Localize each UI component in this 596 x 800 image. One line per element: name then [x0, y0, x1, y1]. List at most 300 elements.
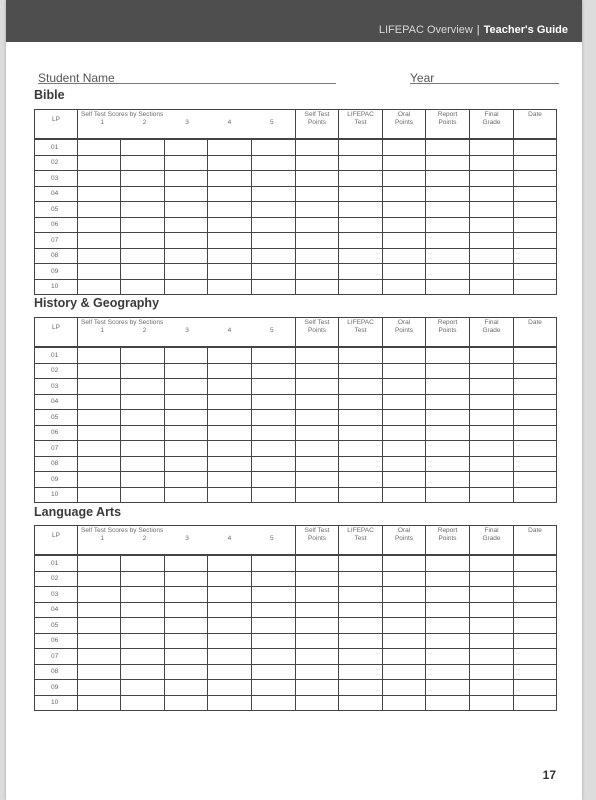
section-score-cell[interactable] [252, 379, 296, 395]
section-score-cell[interactable] [121, 680, 165, 696]
section-score-cell[interactable] [121, 155, 165, 171]
date-cell[interactable] [514, 347, 557, 363]
final-grade-cell[interactable] [470, 472, 514, 488]
self-test-points-cell[interactable] [296, 472, 339, 488]
section-score-cell[interactable] [208, 664, 252, 680]
lifepac-test-cell[interactable] [339, 695, 383, 711]
section-score-cell[interactable] [208, 555, 252, 571]
final-grade-cell[interactable] [470, 202, 514, 218]
date-cell[interactable] [514, 664, 557, 680]
final-grade-cell[interactable] [470, 379, 514, 395]
section-score-cell[interactable] [121, 347, 165, 363]
oral-points-cell[interactable] [383, 571, 426, 587]
section-score-cell[interactable] [208, 456, 252, 472]
final-grade-cell[interactable] [470, 695, 514, 711]
section-score-cell[interactable] [78, 695, 121, 711]
oral-points-cell[interactable] [383, 587, 426, 603]
section-score-cell[interactable] [121, 487, 165, 503]
section-score-cell[interactable] [78, 379, 121, 395]
section-score-cell[interactable] [252, 555, 296, 571]
oral-points-cell[interactable] [383, 233, 426, 249]
self-test-points-cell[interactable] [296, 363, 339, 379]
date-cell[interactable] [514, 379, 557, 395]
report-points-cell[interactable] [426, 487, 470, 503]
section-score-cell[interactable] [121, 664, 165, 680]
lifepac-test-cell[interactable] [339, 171, 383, 187]
oral-points-cell[interactable] [383, 139, 426, 155]
section-score-cell[interactable] [208, 233, 252, 249]
section-score-cell[interactable] [121, 264, 165, 280]
date-cell[interactable] [514, 602, 557, 618]
lifepac-test-cell[interactable] [339, 680, 383, 696]
lifepac-test-cell[interactable] [339, 347, 383, 363]
report-points-cell[interactable] [426, 456, 470, 472]
section-score-cell[interactable] [252, 472, 296, 488]
report-points-cell[interactable] [426, 695, 470, 711]
self-test-points-cell[interactable] [296, 279, 339, 295]
report-points-cell[interactable] [426, 155, 470, 171]
section-score-cell[interactable] [121, 139, 165, 155]
section-score-cell[interactable] [121, 571, 165, 587]
date-cell[interactable] [514, 618, 557, 634]
section-score-cell[interactable] [208, 394, 252, 410]
oral-points-cell[interactable] [383, 202, 426, 218]
self-test-points-cell[interactable] [296, 456, 339, 472]
section-score-cell[interactable] [78, 347, 121, 363]
self-test-points-cell[interactable] [296, 441, 339, 457]
date-cell[interactable] [514, 264, 557, 280]
section-score-cell[interactable] [78, 155, 121, 171]
section-score-cell[interactable] [252, 649, 296, 665]
section-score-cell[interactable] [165, 425, 208, 441]
self-test-points-cell[interactable] [296, 649, 339, 665]
date-cell[interactable] [514, 410, 557, 426]
final-grade-cell[interactable] [470, 217, 514, 233]
self-test-points-cell[interactable] [296, 487, 339, 503]
lifepac-test-cell[interactable] [339, 571, 383, 587]
date-cell[interactable] [514, 633, 557, 649]
section-score-cell[interactable] [165, 602, 208, 618]
oral-points-cell[interactable] [383, 680, 426, 696]
date-cell[interactable] [514, 555, 557, 571]
section-score-cell[interactable] [252, 186, 296, 202]
oral-points-cell[interactable] [383, 472, 426, 488]
section-score-cell[interactable] [252, 425, 296, 441]
section-score-cell[interactable] [78, 186, 121, 202]
section-score-cell[interactable] [165, 363, 208, 379]
student-name-field[interactable] [38, 83, 336, 84]
report-points-cell[interactable] [426, 248, 470, 264]
report-points-cell[interactable] [426, 394, 470, 410]
section-score-cell[interactable] [165, 633, 208, 649]
self-test-points-cell[interactable] [296, 202, 339, 218]
report-points-cell[interactable] [426, 202, 470, 218]
lifepac-test-cell[interactable] [339, 186, 383, 202]
section-score-cell[interactable] [208, 186, 252, 202]
section-score-cell[interactable] [121, 233, 165, 249]
section-score-cell[interactable] [165, 139, 208, 155]
self-test-points-cell[interactable] [296, 139, 339, 155]
section-score-cell[interactable] [165, 649, 208, 665]
lifepac-test-cell[interactable] [339, 456, 383, 472]
section-score-cell[interactable] [165, 217, 208, 233]
final-grade-cell[interactable] [470, 555, 514, 571]
section-score-cell[interactable] [208, 602, 252, 618]
final-grade-cell[interactable] [470, 664, 514, 680]
date-cell[interactable] [514, 680, 557, 696]
section-score-cell[interactable] [208, 347, 252, 363]
date-cell[interactable] [514, 571, 557, 587]
section-score-cell[interactable] [78, 633, 121, 649]
section-score-cell[interactable] [121, 217, 165, 233]
lifepac-test-cell[interactable] [339, 264, 383, 280]
section-score-cell[interactable] [252, 487, 296, 503]
self-test-points-cell[interactable] [296, 618, 339, 634]
section-score-cell[interactable] [165, 695, 208, 711]
oral-points-cell[interactable] [383, 379, 426, 395]
section-score-cell[interactable] [252, 155, 296, 171]
report-points-cell[interactable] [426, 139, 470, 155]
section-score-cell[interactable] [165, 186, 208, 202]
lifepac-test-cell[interactable] [339, 472, 383, 488]
date-cell[interactable] [514, 155, 557, 171]
self-test-points-cell[interactable] [296, 248, 339, 264]
final-grade-cell[interactable] [470, 139, 514, 155]
self-test-points-cell[interactable] [296, 425, 339, 441]
self-test-points-cell[interactable] [296, 587, 339, 603]
section-score-cell[interactable] [78, 649, 121, 665]
section-score-cell[interactable] [121, 394, 165, 410]
lifepac-test-cell[interactable] [339, 587, 383, 603]
section-score-cell[interactable] [252, 695, 296, 711]
final-grade-cell[interactable] [470, 571, 514, 587]
report-points-cell[interactable] [426, 410, 470, 426]
date-cell[interactable] [514, 695, 557, 711]
lifepac-test-cell[interactable] [339, 363, 383, 379]
section-score-cell[interactable] [165, 456, 208, 472]
lifepac-test-cell[interactable] [339, 379, 383, 395]
date-cell[interactable] [514, 587, 557, 603]
report-points-cell[interactable] [426, 441, 470, 457]
oral-points-cell[interactable] [383, 279, 426, 295]
section-score-cell[interactable] [252, 618, 296, 634]
section-score-cell[interactable] [252, 202, 296, 218]
section-score-cell[interactable] [208, 680, 252, 696]
oral-points-cell[interactable] [383, 264, 426, 280]
date-cell[interactable] [514, 139, 557, 155]
report-points-cell[interactable] [426, 649, 470, 665]
section-score-cell[interactable] [252, 602, 296, 618]
section-score-cell[interactable] [121, 602, 165, 618]
section-score-cell[interactable] [252, 664, 296, 680]
section-score-cell[interactable] [252, 441, 296, 457]
section-score-cell[interactable] [78, 472, 121, 488]
section-score-cell[interactable] [78, 441, 121, 457]
date-cell[interactable] [514, 649, 557, 665]
section-score-cell[interactable] [208, 695, 252, 711]
section-score-cell[interactable] [165, 664, 208, 680]
section-score-cell[interactable] [78, 171, 121, 187]
self-test-points-cell[interactable] [296, 379, 339, 395]
final-grade-cell[interactable] [470, 633, 514, 649]
section-score-cell[interactable] [78, 394, 121, 410]
self-test-points-cell[interactable] [296, 633, 339, 649]
section-score-cell[interactable] [165, 555, 208, 571]
section-score-cell[interactable] [208, 171, 252, 187]
section-score-cell[interactable] [165, 171, 208, 187]
oral-points-cell[interactable] [383, 217, 426, 233]
final-grade-cell[interactable] [470, 456, 514, 472]
section-score-cell[interactable] [78, 279, 121, 295]
oral-points-cell[interactable] [383, 555, 426, 571]
report-points-cell[interactable] [426, 233, 470, 249]
section-score-cell[interactable] [165, 410, 208, 426]
section-score-cell[interactable] [165, 155, 208, 171]
section-score-cell[interactable] [165, 379, 208, 395]
oral-points-cell[interactable] [383, 186, 426, 202]
self-test-points-cell[interactable] [296, 233, 339, 249]
section-score-cell[interactable] [78, 139, 121, 155]
section-score-cell[interactable] [121, 587, 165, 603]
lifepac-test-cell[interactable] [339, 633, 383, 649]
report-points-cell[interactable] [426, 555, 470, 571]
lifepac-test-cell[interactable] [339, 394, 383, 410]
section-score-cell[interactable] [165, 279, 208, 295]
section-score-cell[interactable] [252, 347, 296, 363]
section-score-cell[interactable] [121, 555, 165, 571]
section-score-cell[interactable] [165, 202, 208, 218]
self-test-points-cell[interactable] [296, 217, 339, 233]
lifepac-test-cell[interactable] [339, 248, 383, 264]
section-score-cell[interactable] [121, 171, 165, 187]
oral-points-cell[interactable] [383, 441, 426, 457]
oral-points-cell[interactable] [383, 695, 426, 711]
section-score-cell[interactable] [208, 487, 252, 503]
final-grade-cell[interactable] [470, 410, 514, 426]
lifepac-test-cell[interactable] [339, 410, 383, 426]
section-score-cell[interactable] [165, 394, 208, 410]
section-score-cell[interactable] [252, 571, 296, 587]
section-score-cell[interactable] [252, 264, 296, 280]
year-field[interactable] [410, 83, 559, 84]
section-score-cell[interactable] [121, 472, 165, 488]
report-points-cell[interactable] [426, 680, 470, 696]
section-score-cell[interactable] [78, 202, 121, 218]
section-score-cell[interactable] [78, 410, 121, 426]
self-test-points-cell[interactable] [296, 410, 339, 426]
section-score-cell[interactable] [78, 217, 121, 233]
final-grade-cell[interactable] [470, 680, 514, 696]
section-score-cell[interactable] [208, 139, 252, 155]
final-grade-cell[interactable] [470, 186, 514, 202]
oral-points-cell[interactable] [383, 649, 426, 665]
section-score-cell[interactable] [78, 487, 121, 503]
report-points-cell[interactable] [426, 587, 470, 603]
final-grade-cell[interactable] [470, 618, 514, 634]
section-score-cell[interactable] [208, 264, 252, 280]
self-test-points-cell[interactable] [296, 695, 339, 711]
lifepac-test-cell[interactable] [339, 441, 383, 457]
section-score-cell[interactable] [252, 248, 296, 264]
date-cell[interactable] [514, 441, 557, 457]
section-score-cell[interactable] [208, 155, 252, 171]
section-score-cell[interactable] [121, 649, 165, 665]
section-score-cell[interactable] [208, 571, 252, 587]
date-cell[interactable] [514, 363, 557, 379]
lifepac-test-cell[interactable] [339, 279, 383, 295]
section-score-cell[interactable] [252, 680, 296, 696]
section-score-cell[interactable] [78, 664, 121, 680]
self-test-points-cell[interactable] [296, 680, 339, 696]
oral-points-cell[interactable] [383, 633, 426, 649]
section-score-cell[interactable] [165, 441, 208, 457]
report-points-cell[interactable] [426, 264, 470, 280]
section-score-cell[interactable] [165, 248, 208, 264]
final-grade-cell[interactable] [470, 233, 514, 249]
final-grade-cell[interactable] [470, 171, 514, 187]
date-cell[interactable] [514, 456, 557, 472]
lifepac-test-cell[interactable] [339, 233, 383, 249]
section-score-cell[interactable] [121, 633, 165, 649]
self-test-points-cell[interactable] [296, 186, 339, 202]
report-points-cell[interactable] [426, 425, 470, 441]
oral-points-cell[interactable] [383, 487, 426, 503]
self-test-points-cell[interactable] [296, 664, 339, 680]
report-points-cell[interactable] [426, 472, 470, 488]
section-score-cell[interactable] [208, 379, 252, 395]
section-score-cell[interactable] [252, 587, 296, 603]
final-grade-cell[interactable] [470, 425, 514, 441]
section-score-cell[interactable] [252, 456, 296, 472]
oral-points-cell[interactable] [383, 410, 426, 426]
section-score-cell[interactable] [121, 695, 165, 711]
section-score-cell[interactable] [252, 279, 296, 295]
report-points-cell[interactable] [426, 347, 470, 363]
section-score-cell[interactable] [165, 571, 208, 587]
section-score-cell[interactable] [78, 363, 121, 379]
self-test-points-cell[interactable] [296, 347, 339, 363]
final-grade-cell[interactable] [470, 649, 514, 665]
self-test-points-cell[interactable] [296, 602, 339, 618]
report-points-cell[interactable] [426, 363, 470, 379]
report-points-cell[interactable] [426, 633, 470, 649]
section-score-cell[interactable] [252, 394, 296, 410]
oral-points-cell[interactable] [383, 347, 426, 363]
section-score-cell[interactable] [78, 264, 121, 280]
section-score-cell[interactable] [121, 279, 165, 295]
oral-points-cell[interactable] [383, 363, 426, 379]
section-score-cell[interactable] [208, 472, 252, 488]
section-score-cell[interactable] [121, 202, 165, 218]
lifepac-test-cell[interactable] [339, 139, 383, 155]
section-score-cell[interactable] [78, 555, 121, 571]
section-score-cell[interactable] [165, 618, 208, 634]
section-score-cell[interactable] [121, 425, 165, 441]
report-points-cell[interactable] [426, 571, 470, 587]
section-score-cell[interactable] [121, 410, 165, 426]
oral-points-cell[interactable] [383, 155, 426, 171]
final-grade-cell[interactable] [470, 363, 514, 379]
section-score-cell[interactable] [208, 363, 252, 379]
section-score-cell[interactable] [252, 363, 296, 379]
final-grade-cell[interactable] [470, 155, 514, 171]
section-score-cell[interactable] [252, 139, 296, 155]
report-points-cell[interactable] [426, 379, 470, 395]
oral-points-cell[interactable] [383, 171, 426, 187]
lifepac-test-cell[interactable] [339, 487, 383, 503]
section-score-cell[interactable] [165, 487, 208, 503]
self-test-points-cell[interactable] [296, 264, 339, 280]
report-points-cell[interactable] [426, 171, 470, 187]
self-test-points-cell[interactable] [296, 555, 339, 571]
lifepac-test-cell[interactable] [339, 618, 383, 634]
section-score-cell[interactable] [165, 472, 208, 488]
lifepac-test-cell[interactable] [339, 202, 383, 218]
final-grade-cell[interactable] [470, 248, 514, 264]
final-grade-cell[interactable] [470, 587, 514, 603]
date-cell[interactable] [514, 394, 557, 410]
section-score-cell[interactable] [252, 410, 296, 426]
oral-points-cell[interactable] [383, 664, 426, 680]
oral-points-cell[interactable] [383, 602, 426, 618]
date-cell[interactable] [514, 171, 557, 187]
section-score-cell[interactable] [78, 233, 121, 249]
section-score-cell[interactable] [252, 233, 296, 249]
section-score-cell[interactable] [165, 347, 208, 363]
section-score-cell[interactable] [208, 410, 252, 426]
oral-points-cell[interactable] [383, 425, 426, 441]
section-score-cell[interactable] [165, 680, 208, 696]
section-score-cell[interactable] [165, 264, 208, 280]
section-score-cell[interactable] [208, 279, 252, 295]
section-score-cell[interactable] [121, 379, 165, 395]
date-cell[interactable] [514, 248, 557, 264]
section-score-cell[interactable] [208, 425, 252, 441]
report-points-cell[interactable] [426, 217, 470, 233]
oral-points-cell[interactable] [383, 394, 426, 410]
date-cell[interactable] [514, 217, 557, 233]
section-score-cell[interactable] [165, 587, 208, 603]
section-score-cell[interactable] [208, 633, 252, 649]
section-score-cell[interactable] [252, 217, 296, 233]
section-score-cell[interactable] [121, 441, 165, 457]
section-score-cell[interactable] [121, 456, 165, 472]
self-test-points-cell[interactable] [296, 155, 339, 171]
lifepac-test-cell[interactable] [339, 555, 383, 571]
section-score-cell[interactable] [208, 202, 252, 218]
final-grade-cell[interactable] [470, 602, 514, 618]
section-score-cell[interactable] [121, 248, 165, 264]
section-score-cell[interactable] [208, 248, 252, 264]
oral-points-cell[interactable] [383, 456, 426, 472]
date-cell[interactable] [514, 279, 557, 295]
report-points-cell[interactable] [426, 279, 470, 295]
lifepac-test-cell[interactable] [339, 155, 383, 171]
final-grade-cell[interactable] [470, 264, 514, 280]
date-cell[interactable] [514, 472, 557, 488]
section-score-cell[interactable] [252, 633, 296, 649]
section-score-cell[interactable] [121, 363, 165, 379]
date-cell[interactable] [514, 487, 557, 503]
final-grade-cell[interactable] [470, 441, 514, 457]
section-score-cell[interactable] [208, 649, 252, 665]
report-points-cell[interactable] [426, 618, 470, 634]
report-points-cell[interactable] [426, 602, 470, 618]
section-score-cell[interactable] [165, 233, 208, 249]
section-score-cell[interactable] [121, 618, 165, 634]
self-test-points-cell[interactable] [296, 171, 339, 187]
section-score-cell[interactable] [208, 217, 252, 233]
